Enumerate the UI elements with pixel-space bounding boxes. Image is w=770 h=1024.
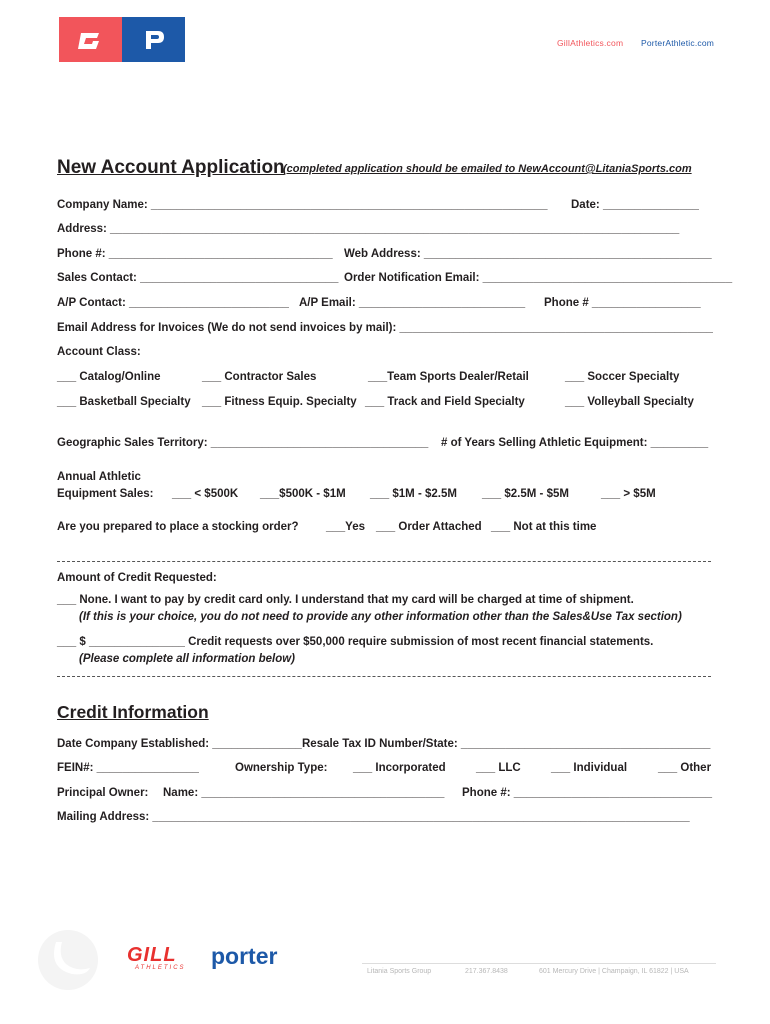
years-selling-field[interactable]: # of Years Selling Athletic Equipment: _________: [441, 437, 709, 449]
watermark-swirl-icon: [36, 928, 100, 992]
date-established-field[interactable]: Date Company Established: ______________: [57, 738, 302, 750]
gill-logo: [59, 17, 122, 62]
gill-g-logo-icon: [59, 17, 122, 62]
date-field[interactable]: Date: _______________: [571, 199, 699, 211]
credit-amount-note: (Please complete all information below): [79, 653, 295, 665]
principal-owner-label: Principal Owner:: [57, 787, 149, 799]
divider-top: [57, 561, 711, 562]
ownership-individual-option[interactable]: ___ Individual: [551, 762, 628, 774]
credit-info-title: Credit Information: [57, 702, 209, 722]
form-title: New Account Application: [57, 157, 285, 178]
owner-name-field[interactable]: Name: ______________________________________: [163, 787, 445, 799]
footer-rule: [362, 963, 716, 964]
class-basketball-option[interactable]: ___ Basketball Specialty: [57, 396, 191, 408]
footer-company: Litania Sports Group: [367, 968, 432, 975]
class-contractor-option[interactable]: ___ Contractor Sales: [202, 371, 317, 383]
credit-none-note: (If this is your choice, you do not need to provide any other information other than the Sales&Use Tax section): [79, 611, 682, 623]
owner-phone-field[interactable]: Phone #: _______________________________: [462, 787, 713, 799]
company-name-field[interactable]: Company Name: ______________________________________________________________: [57, 199, 548, 211]
ap-phone-field[interactable]: Phone # _________________: [544, 297, 701, 309]
gill-logo-text: GILL: [127, 944, 177, 966]
porter-logo-text: porter: [211, 943, 278, 969]
ap-contact-field[interactable]: A/P Contact: _________________________: [57, 297, 289, 309]
credit-amount-label: Amount of Credit Requested:: [57, 572, 217, 584]
divider-bottom: [57, 676, 711, 677]
ownership-type-label: Ownership Type:: [235, 762, 328, 774]
annual-sales-label-line1: Annual Athletic: [57, 471, 141, 483]
web-address-field[interactable]: Web Address: _____________________________________________: [344, 248, 712, 260]
stocking-not-now-option[interactable]: ___ Not at this time: [491, 521, 597, 533]
form-title-note: (completed application should be emailed to NewAccount@LitaniaSports.com: [283, 163, 692, 175]
stocking-order-question: Are you prepared to place a stocking order?: [57, 521, 299, 533]
fein-field[interactable]: FEIN#: ________________: [57, 762, 199, 774]
porter-website-link[interactable]: PorterAthletic.com: [641, 38, 715, 48]
ap-email-field[interactable]: A/P Email: __________________________: [299, 297, 526, 309]
class-soccer-option[interactable]: ___ Soccer Specialty: [565, 371, 680, 383]
class-track-option[interactable]: ___ Track and Field Specialty: [365, 396, 525, 408]
credit-amount-option[interactable]: ___ $ _______________ Credit requests over $50,000 require submission of most recent financial statements.: [57, 636, 654, 648]
account-class-label: Account Class:: [57, 346, 141, 358]
class-team-sports-option[interactable]: ___Team Sports Dealer/Retail: [368, 371, 529, 383]
porter-p-logo-icon: [122, 17, 185, 62]
gill-website-link[interactable]: GillAthletics.com: [557, 38, 624, 48]
gill-athletics-subtext: ATHLETICS: [135, 965, 186, 971]
class-catalog-option[interactable]: ___ Catalog/Online: [57, 371, 161, 383]
footer-address: 601 Mercury Drive | Champaign, IL 61822 | USA: [539, 968, 689, 975]
address-field[interactable]: Address: _________________________________________________________________________________________: [57, 223, 680, 235]
invoice-email-field[interactable]: Email Address for Invoices (We do not send invoices by mail): _________________________________________________: [57, 322, 713, 334]
ownership-other-option[interactable]: ___ Other: [658, 762, 712, 774]
porter-logo: [122, 17, 185, 62]
class-fitness-option[interactable]: ___ Fitness Equip. Specialty: [202, 396, 357, 408]
ownership-incorporated-option[interactable]: ___ Incorporated: [353, 762, 446, 774]
mailing-address-field[interactable]: Mailing Address: ____________________________________________________________________________________: [57, 811, 690, 823]
sales-2-5m-5m-option[interactable]: ___ $2.5M - $5M: [482, 488, 569, 500]
class-volleyball-option[interactable]: ___ Volleyball Specialty: [565, 396, 694, 408]
sales-over-5m-option[interactable]: ___ > $5M: [601, 488, 656, 500]
ownership-llc-option[interactable]: ___ LLC: [476, 762, 521, 774]
resale-tax-id-field[interactable]: Resale Tax ID Number/State: _______________________________________: [302, 738, 711, 750]
footer-phone: 217.367.8438: [465, 968, 508, 975]
sales-under-500k-option[interactable]: ___ < $500K: [172, 488, 239, 500]
sales-contact-field[interactable]: Sales Contact: _______________________________: [57, 272, 339, 284]
order-notification-email-field[interactable]: Order Notification Email: _______________________________________: [344, 272, 733, 284]
sales-territory-field[interactable]: Geographic Sales Territory: __________________________________: [57, 437, 429, 449]
stocking-order-attached-option[interactable]: ___ Order Attached: [376, 521, 482, 533]
phone-field[interactable]: Phone #: ___________________________________: [57, 248, 333, 260]
credit-none-option[interactable]: ___ None. I want to pay by credit card only. I understand that my card will be charged at time of shipment.: [57, 594, 634, 606]
annual-sales-label-line2: Equipment Sales:: [57, 488, 154, 500]
stocking-yes-option[interactable]: ___Yes: [326, 521, 366, 533]
sales-1m-2-5m-option[interactable]: ___ $1M - $2.5M: [370, 488, 457, 500]
sales-500k-1m-option[interactable]: ___$500K - $1M: [260, 488, 346, 500]
